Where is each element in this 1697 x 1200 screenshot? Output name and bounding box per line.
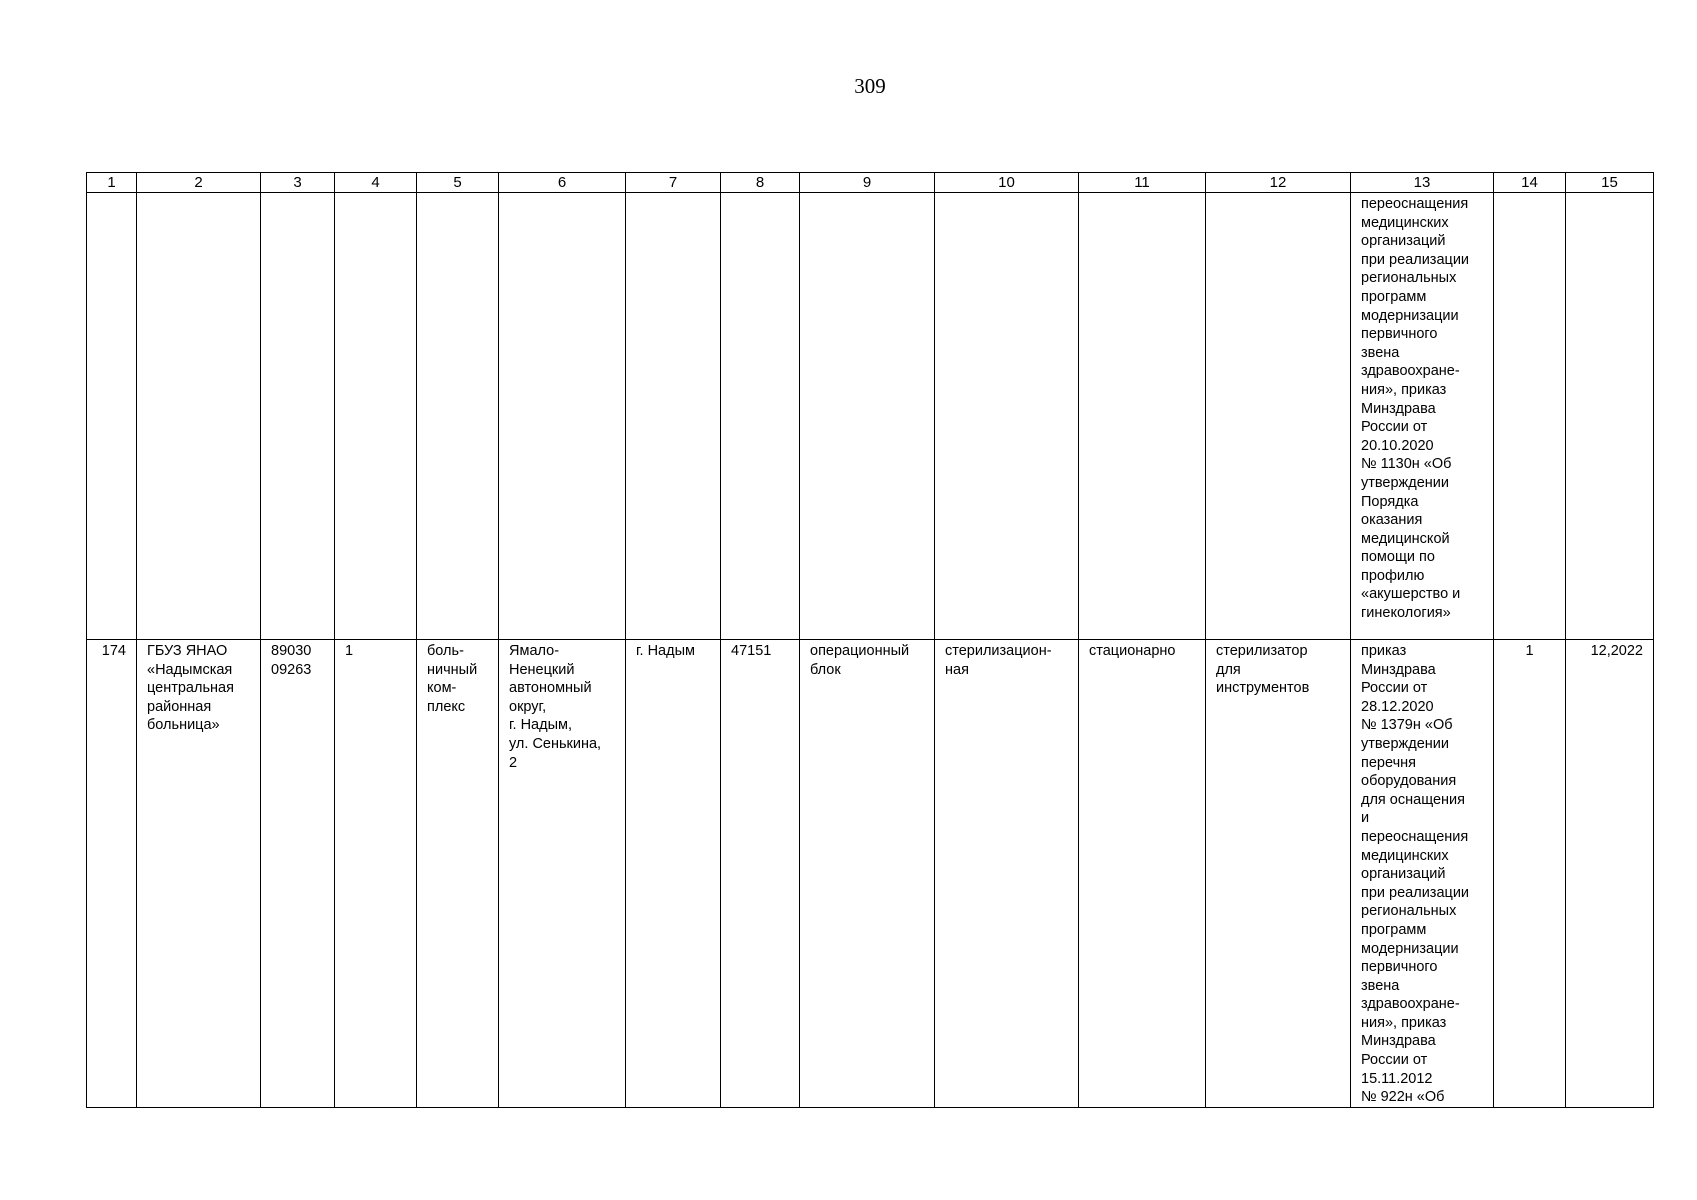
cell-text-line: утверждении [1361,735,1449,752]
cell-text-line: № 922н «Об [1361,1089,1445,1106]
inn-cell [261,640,335,1108]
header-cell: 14 [1494,173,1566,193]
cell-text-line: блок [810,661,841,678]
quantity-cell: 1 [1494,640,1566,1108]
city-cell: г. Надым [626,640,721,1108]
table-cell [137,193,261,640]
table-cell [417,193,499,640]
cell-text-line: 15.11.2012 [1361,1070,1433,1087]
cell-text-line: переоснащения [1361,196,1469,212]
cell-text-line: операционный [810,643,910,659]
table-cell [335,193,417,640]
header-cell: 3 [261,173,335,193]
code-cell: 47151 [721,640,800,1108]
header-cell: 10 [935,173,1079,193]
cell-text-line: переоснащения [1361,828,1469,845]
cell-text-line: при реализации [1361,251,1470,268]
data-table [86,172,1654,1108]
cell-text-line: ная [945,661,969,678]
cell-text-line: модернизации [1361,307,1459,324]
cell-text-line: плекс [427,698,466,715]
cell-text-line: Минздрава [1361,1033,1436,1050]
cell-text-line: при реализации [1361,884,1470,901]
cell-text-line: Порядка [1361,493,1419,510]
cell-text-line: Минздрава [1361,661,1436,678]
cell-text-line: медицинских [1361,847,1449,864]
page-number: 309 [854,74,886,98]
cell-text-line: России от [1361,419,1428,436]
cell-text-line: организаций [1361,866,1446,883]
table-cell [1494,193,1566,640]
cell-text-line: первичного [1361,959,1438,976]
cell-text-line: помощи по [1361,549,1435,566]
legal-basis-cell [1351,193,1494,640]
building-type-cell [417,640,499,1108]
table-cell [935,193,1079,640]
legal-basis-cell [1351,640,1494,1108]
cell-text-line: боль- [427,643,464,659]
cell-text-line: звена [1361,344,1400,361]
header-cell: 2 [137,173,261,193]
cell-text-line: гинекология» [1361,605,1451,622]
header-cell: 4 [335,173,417,193]
header-cell: 1 [87,173,137,193]
cell-text-line: приказ [1361,643,1407,659]
date-cell: 12,2022 [1566,640,1654,1108]
cell-text-line: больница» [147,717,220,734]
header-cell: 12 [1206,173,1351,193]
cell-text-line: ком- [427,680,457,697]
header-cell: 13 [1351,173,1494,193]
unit-cell [800,640,935,1108]
cell-text-line: № 1130н «Об [1361,456,1452,473]
cell-text-line: для оснащения [1361,791,1465,808]
cell-text-line: «Надымская [147,661,233,678]
cell-text-line: первичного [1361,326,1438,343]
cell-text-line: № 1379н «Об [1361,717,1453,734]
cell-text-line: стерилизацион- [945,643,1052,659]
header-cell: 15 [1566,173,1654,193]
cell-text-line: г. Надым, [509,717,572,734]
table-cell [1206,193,1351,640]
cell-text-line: 09263 [271,661,312,678]
table-cell [626,193,721,640]
table-row [87,640,1654,1108]
cell-text-line: медицинской [1361,530,1450,547]
cell-text-line: 20.10.2020 [1361,437,1434,454]
table-cell [1566,193,1654,640]
header-cell: 6 [499,173,626,193]
cell-text-line: региональных [1361,270,1457,287]
cell-text-line: региональных [1361,903,1457,920]
cell-text-line: стерилизатор [1216,643,1308,659]
count-cell: 1 [335,640,417,1108]
cell-text-line: здравоохране- [1361,996,1460,1013]
cell-text-line: программ [1361,921,1427,938]
organization-cell [137,640,261,1108]
table-cell [800,193,935,640]
header-cell: 9 [800,173,935,193]
cell-text-line: районная [147,698,212,715]
header-cell: 7 [626,173,721,193]
cell-text-line: программ [1361,288,1427,305]
header-cell: 5 [417,173,499,193]
cell-text-line: Ненецкий [509,661,575,678]
cell-text-line: Минздрава [1361,400,1436,417]
table-cell [499,193,626,640]
cell-text-line: организаций [1361,233,1446,250]
continuation-row [87,193,1654,640]
cell-text-line: автономный [509,680,592,697]
cell-text-line: центральная [147,680,234,697]
cell-text-line: здравоохране- [1361,363,1460,380]
cell-text-line: звена [1361,977,1400,994]
header-row [87,173,1654,193]
address-cell [499,640,626,1108]
cell-text-line: России от [1361,1052,1428,1069]
cell-text-line: и [1361,810,1370,827]
room-cell [935,640,1079,1108]
cell-text-line: ния», приказ [1361,1014,1447,1031]
cell-text-line: ГБУЗ ЯНАО [147,643,228,659]
table-cell [87,193,137,640]
cell-text-line: округ, [509,698,547,715]
cell-text-line: оборудования [1361,773,1457,790]
table-cell [1079,193,1206,640]
table-cell [261,193,335,640]
cell-text-line: модернизации [1361,940,1459,957]
cell-text-line: утверждении [1361,474,1449,491]
cell-text-line: Ямало- [509,643,560,659]
header-cell: 8 [721,173,800,193]
equipment-cell [1206,640,1351,1108]
cell-text-line: ничный [427,661,478,678]
cell-text-line: ния», приказ [1361,381,1447,398]
cell-text-line: ул. Сенькина, [509,735,602,752]
care-type-cell: стационарно [1079,640,1206,1108]
cell-text-line: России от [1361,680,1428,697]
cell-text-line: для [1216,661,1241,678]
cell-text-line: перечня [1361,754,1416,771]
row-number-cell: 174 [87,640,137,1108]
cell-text-line: инструментов [1216,680,1310,697]
cell-text-line: 2 [509,754,518,771]
cell-text-line: оказания [1361,512,1423,529]
cell-text-line: «акушерство и [1361,586,1461,603]
cell-text-line: 28.12.2020 [1361,698,1434,715]
table-cell [721,193,800,640]
header-cell: 11 [1079,173,1206,193]
cell-text-line: профилю [1361,567,1425,584]
cell-text-line: 89030 [271,643,312,659]
cell-text-line: медицинских [1361,214,1449,231]
